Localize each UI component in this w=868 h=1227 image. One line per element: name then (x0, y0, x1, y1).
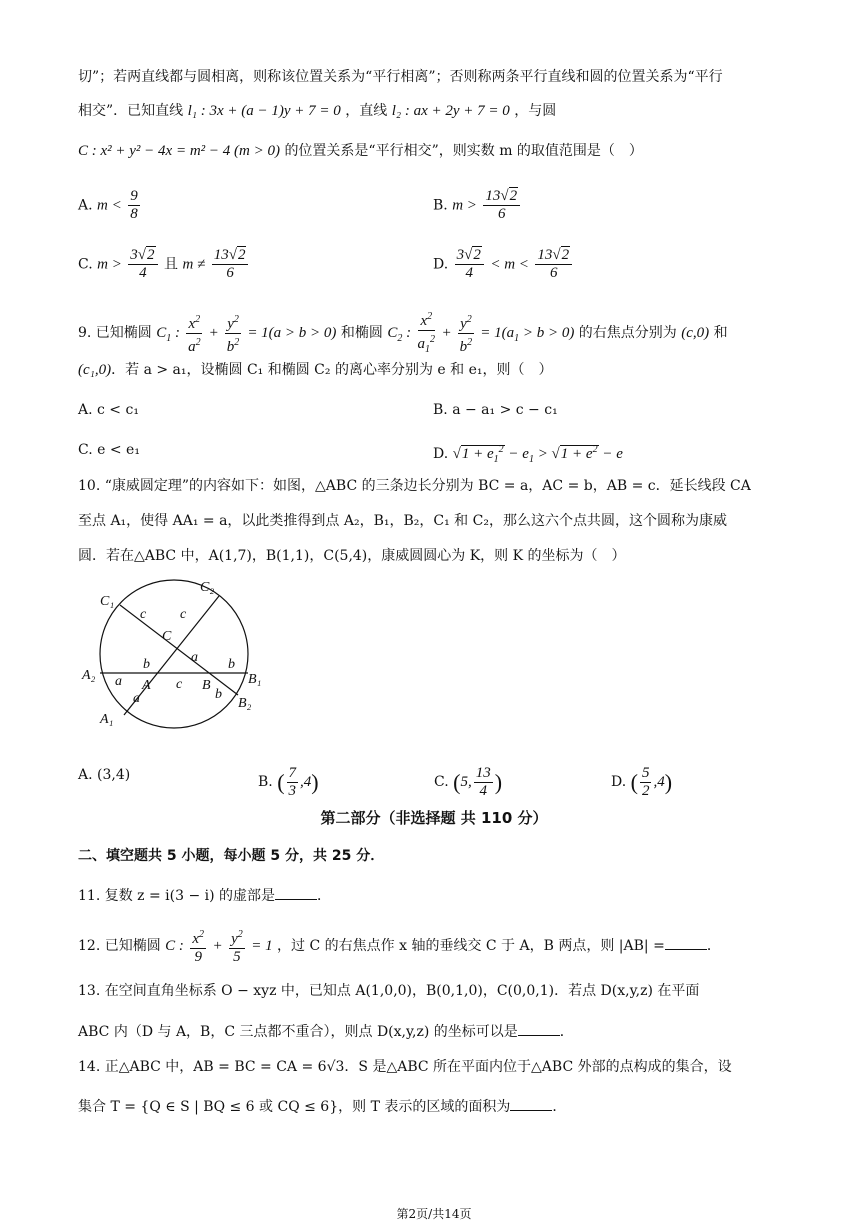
q9-line1: 9. 已知椭圆 $C_1$ : $\frac{x^2}{a^2}$ + $\frac{y^2}{b^2}$ = 1(a > b > 0) 和椭圆 $C_2$ : $\frac{x^2}{a_1^2}$ + $\frac{y^2}{b^2}$ = $1(a_1 > b > 0)$ 的右焦点分别为 (c,0) 和 (78, 308, 728, 358)
q9-option-a: A. c < c₁ (78, 402, 139, 418)
answer-blank[interactable] (275, 885, 317, 900)
q9-option-c: C. e < e₁ (78, 442, 140, 458)
q8-line3: C : x² + y² − 4x = m² − 4 (m > 0) 的位置关系是“平行相交”，则实数 m 的取值范围是（ ） (78, 143, 643, 159)
label-a2: A₂ (82, 668, 96, 683)
q10-line2: 至点 A₁，使得 AA₁ = a，以此类推得到点 A₂，B₁，B₂，C₁ 和 C₂，那么这六个点共圆，这个圆称为康威 (78, 513, 727, 529)
q13-line1: 13. 在空间直角坐标系 O − xyz 中，已知点 A(1,0,0)，B(0,1,0)，C(0,0,1)．若点 D(x,y,z) 在平面 (78, 983, 700, 999)
q8-option-d: D. $\frac{3√2}{4}$ < m < $\frac{13√2}{6}$ (433, 247, 574, 282)
section-heading: 二、填空题共 5 小题，每小题 5 分，共 25 分． (78, 848, 385, 864)
label-b2: B₂ (238, 696, 252, 711)
answer-blank[interactable] (518, 1021, 560, 1036)
q8-line2: 相交”．已知直线 l₁ : 3x + (a − 1)y + 7 = 0 ，直线 l₂ : ax + 2y + 7 = 0 ，与圆 (78, 103, 557, 119)
q10-line3: 圆．若在△ABC 中，A(1,7)，B(1,1)，C(5,4)，康威圆圆心为 K，则 K 的坐标为（ ） (78, 548, 626, 564)
q13-line2: ABC 内（D 与 A，B，C 三点都不重合），则点 D(x,y,z) 的坐标可以是 ． (78, 1021, 574, 1042)
line-l2: l₂ : ax + 2y + 7 = 0 (391, 103, 510, 119)
label-b: B (202, 678, 211, 693)
label-c1: C₁ (100, 594, 115, 609)
q10-option-d: D. ( $\frac{5}{2}$ ,4) (611, 765, 673, 799)
page-footer: 第2页/共14页 (396, 1207, 472, 1221)
conway-circle-diagram (78, 575, 278, 735)
label-b1: B₁ (248, 672, 262, 687)
q8-line1: 切”；若两直线都与圆相离，则称该位置关系为“平行相离”；否则称两条平行直线和圆的位置关系为“平行 (78, 69, 723, 85)
q11-line: 11. 复数 z = i(3 − i) 的虚部是 ． (78, 885, 331, 906)
conway-circle (100, 580, 248, 728)
label-side-a: a (133, 691, 140, 706)
circle-equation: C : x² + y² − 4x = m² − 4 (m > 0) (78, 143, 280, 159)
q8-option-a: A. m < $\frac{9}{8}$ (78, 188, 138, 222)
answer-blank[interactable] (665, 935, 707, 950)
q10-option-a: A. (3,4) (78, 767, 131, 783)
label-side-a: a (115, 674, 122, 689)
q12-line: 12. 已知椭圆 C : $\frac{x^2}{9}$ + $\frac{y^2}{5}$ = 1 ，过 C 的右焦点作 x 轴的垂线交 C 于 A，B 两点，则 |AB| = ． (78, 926, 721, 966)
part-two-title: 第二部分（非选择题 共 110 分） (320, 809, 548, 827)
line-l1: l₁ : 3x + (a − 1)y + 7 = 0 (187, 103, 341, 119)
label-side-c: c (180, 607, 187, 622)
label-side-b: b (143, 657, 150, 672)
q10-option-b: B. ( $\frac{7}{3}$ ,4) (258, 765, 319, 799)
q8-option-c: C. m > $\frac{3√2}{4}$ 且 m ≠ $\frac{13√2}{6}$ (78, 247, 250, 282)
label-c: C (162, 629, 172, 644)
label-side-c: c (140, 607, 147, 622)
q8-option-b: B. m > $\frac{13√2}{6}$ (433, 188, 522, 223)
label-side-b: b (215, 687, 222, 702)
q10-line1: 10. “康威圆定理”的内容如下：如图，△ABC 的三条边长分别为 BC = a，AC = b，AB = c．延长线段 CA (78, 478, 751, 494)
q9-line2: (c₁,0)．若 a > a₁，设椭圆 C₁ 和椭圆 C₂ 的离心率分别为 e 和 e₁，则（ ） (78, 362, 553, 378)
label-a1: A₁ (100, 712, 114, 727)
answer-blank[interactable] (510, 1096, 552, 1111)
label-a: A (142, 678, 151, 693)
q14-line1: 14. 正△ABC 中，AB = BC = CA = 6√3．S 是△ABC 所在平面内位于△ABC 外部的点构成的集合，设 (78, 1059, 732, 1075)
q9-option-b: B. a − a₁ > c − c₁ (433, 402, 558, 418)
label-side-b: b (228, 657, 235, 672)
label-side-a: a (191, 650, 198, 665)
q10-option-c: C. (5, $\frac{13}{4}$ ) (434, 765, 503, 799)
q9-option-d: D. $√1 + e_1^2 - e_1 > √1 + e^2 - e$ (433, 444, 623, 465)
q14-line2: 集合 T = {Q ∈ S | BQ ≤ 6 或 CQ ≤ 6}，则 T 表示的区域的面积为 ． (78, 1096, 566, 1117)
label-side-c: c (176, 677, 183, 692)
label-c2: C₂ (200, 580, 215, 595)
